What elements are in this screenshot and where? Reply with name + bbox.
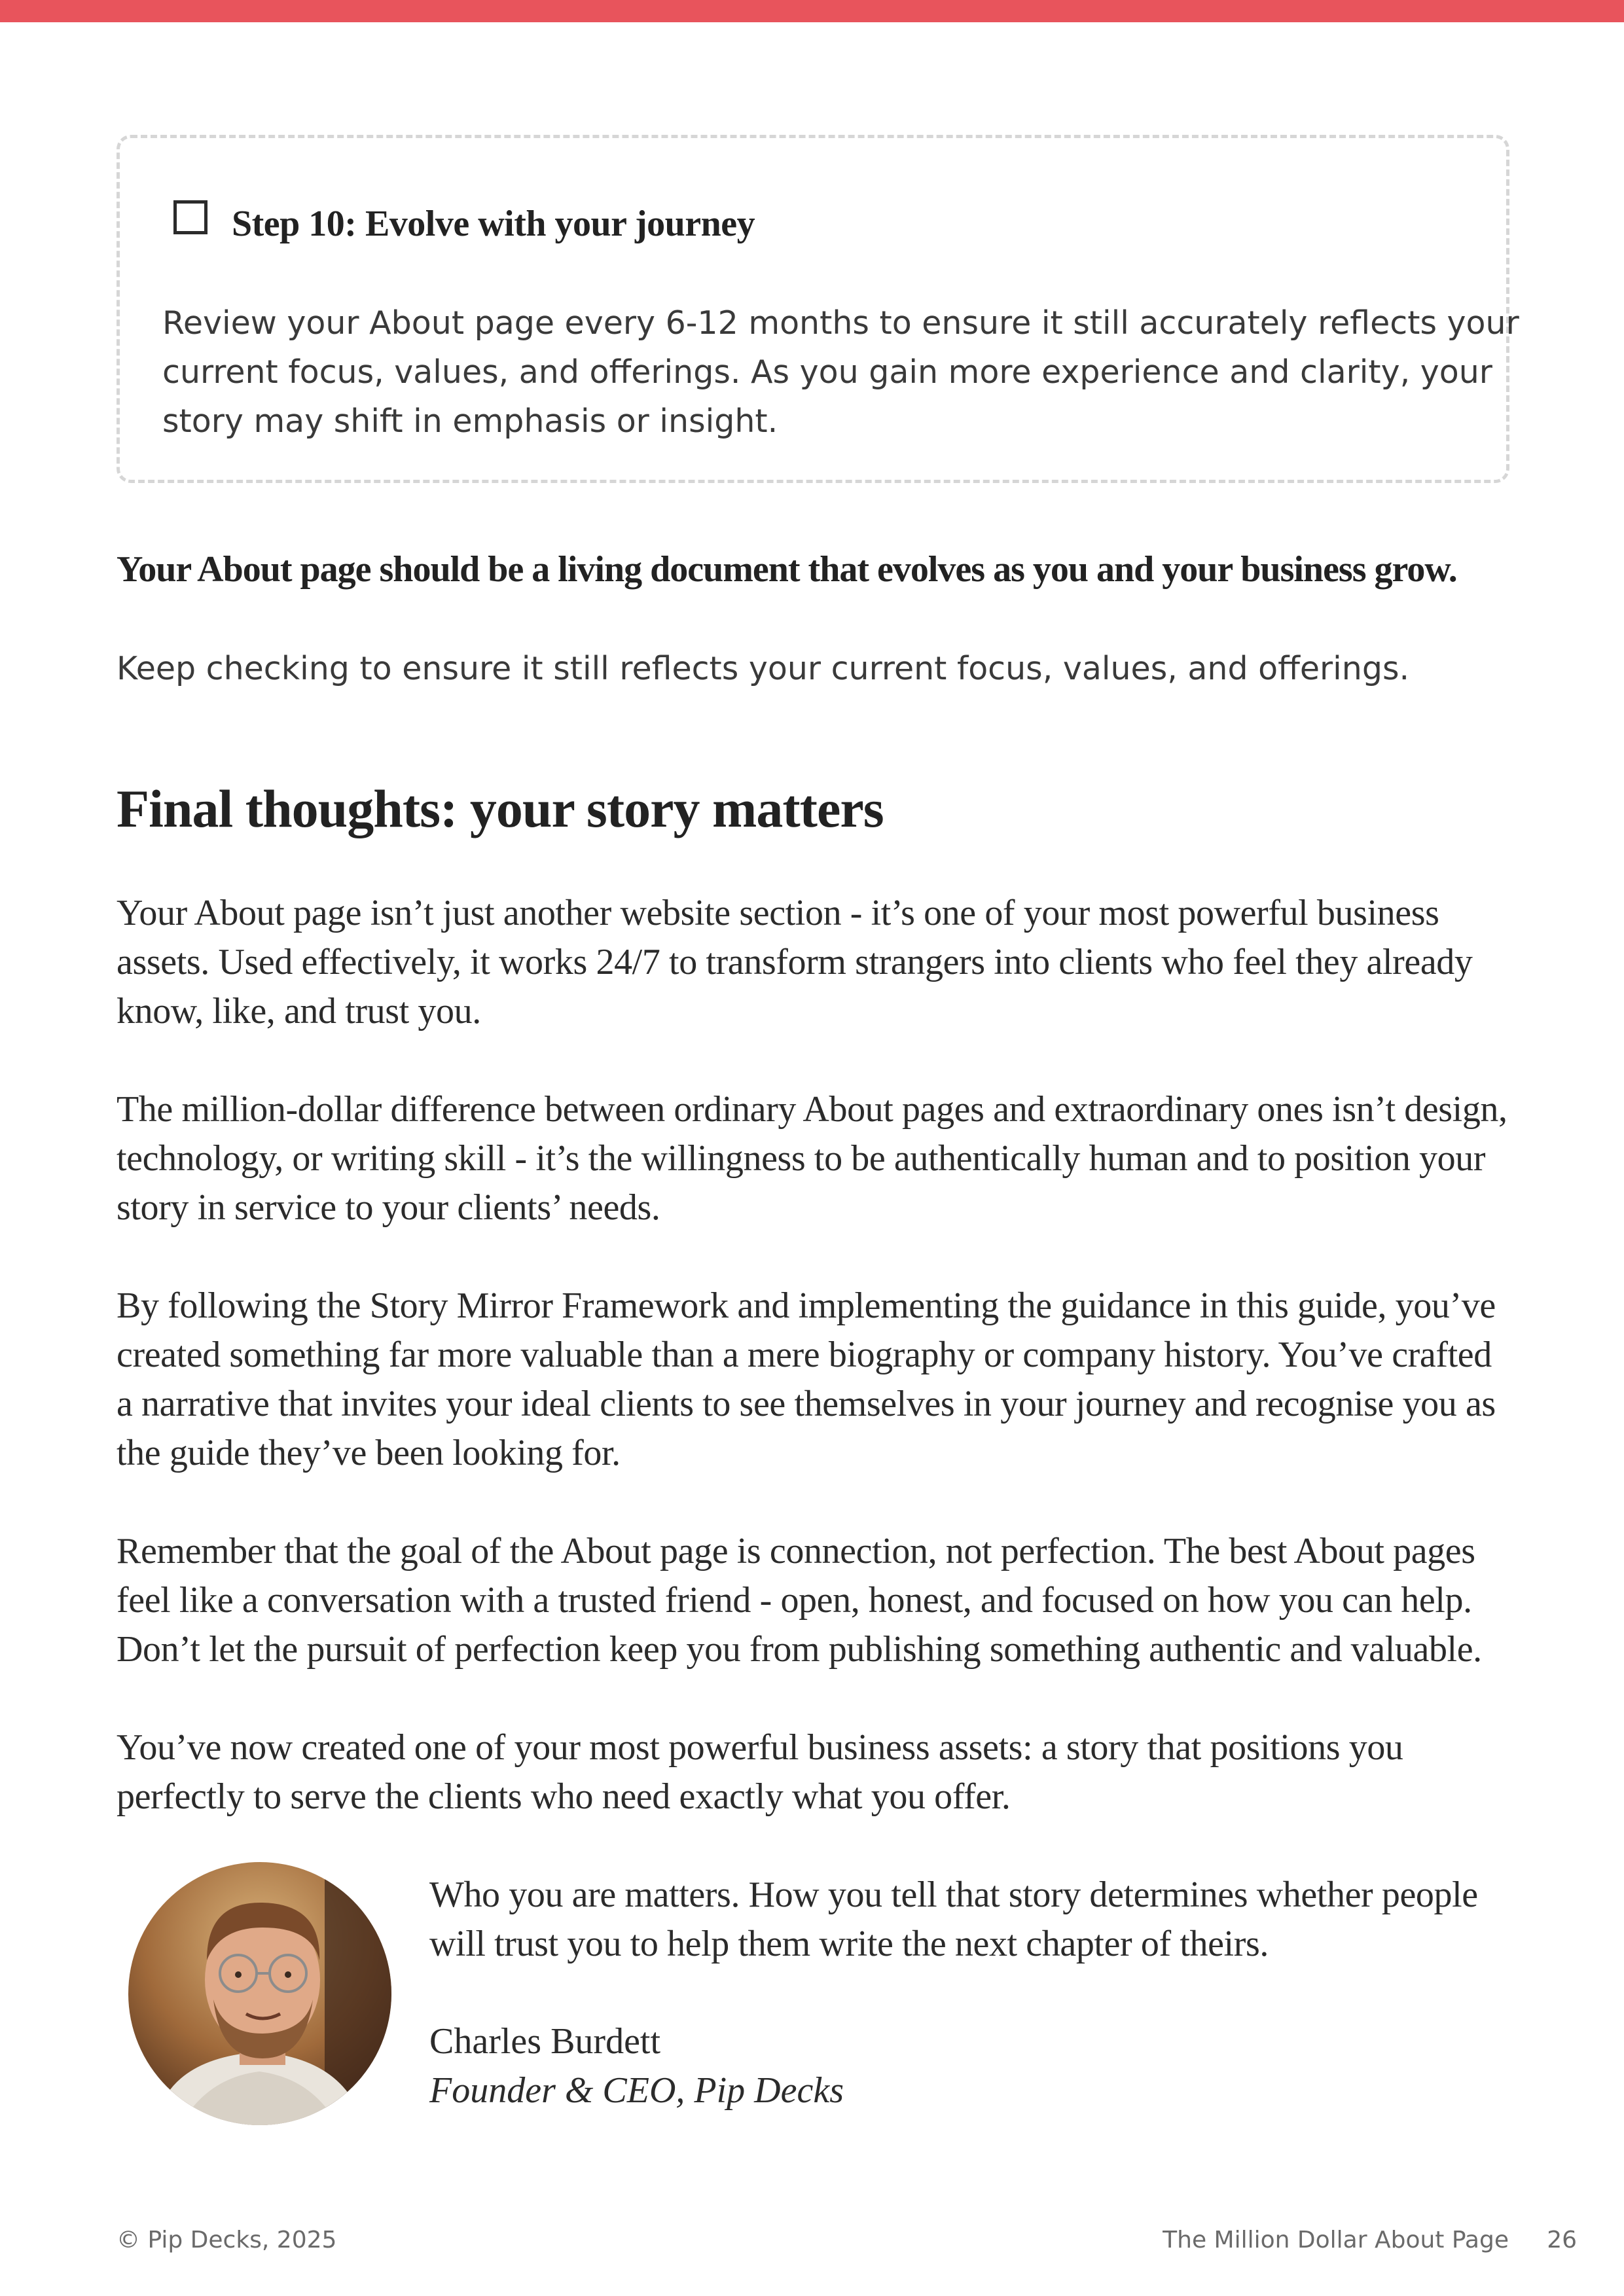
quote-line: Who you are matters. How you tell that story determines whether people	[429, 1874, 1478, 1915]
callout-text: Keep checking to ensure it still reflects your current focus, values, and offerings.	[117, 650, 1410, 687]
step-body-line: current focus, values, and offerings. As you gain more experience and clarity, your	[162, 353, 1492, 391]
quote-line: will trust you to help them write the next chapter of theirs.	[429, 1924, 1269, 1964]
paragraph-line: a narrative that invites your ideal clients to see themselves in your journey and recognise you as	[117, 1384, 1496, 1424]
paragraph-line: You’ve now created one of your most powerful business assets: a story that positions you	[117, 1727, 1403, 1768]
paragraph-line: Remember that the goal of the About page is connection, not perfection. The best About pages	[117, 1531, 1475, 1571]
footer-doc-title: The Million Dollar About Page	[1163, 2227, 1509, 2253]
step-body-line: Review your About page every 6-12 months to ensure it still accurately reflects your	[162, 304, 1519, 342]
paragraph-line: story in service to your clients’ needs.	[117, 1187, 660, 1228]
author-avatar	[128, 1862, 391, 2125]
paragraph	[117, 1282, 1496, 1478]
paragraph	[117, 1085, 1507, 1232]
paragraph-line: created something far more valuable than a mere biography or company history. You’ve crafted	[117, 1335, 1492, 1375]
step-body	[162, 298, 1519, 446]
paragraph-line: By following the Story Mirror Framework and implementing the guidance in this guide, you’ve	[117, 1285, 1496, 1326]
author-quote	[429, 1871, 1478, 1969]
paragraph-line: feel like a conversation with a trusted friend - open, honest, and focused on how you can help.	[117, 1580, 1472, 1621]
step-checkbox[interactable]	[173, 200, 208, 234]
footer-page-number: 26	[1547, 2227, 1577, 2253]
paragraph-line: Your About page isn’t just another website section - it’s one of your most powerful business	[117, 893, 1439, 933]
paragraph-line: technology, or writing skill - it’s the willingness to be authentically human and to position your	[117, 1138, 1486, 1179]
paragraph	[117, 1723, 1403, 1821]
section-heading: Final thoughts: your story matters	[117, 779, 884, 838]
author-title: Founder & CEO, Pip Decks	[429, 2070, 844, 2111]
paragraph-line: assets. Used effectively, it works 24/7 to transform strangers into clients who feel they already	[117, 942, 1473, 982]
paragraph-line: the guide they’ve been looking for.	[117, 1433, 621, 1473]
paragraph-line: The million-dollar difference between ordinary About pages and extraordinary ones isn’t design,	[117, 1089, 1507, 1130]
footer-copyright: © Pip Decks, 2025	[117, 2227, 337, 2253]
step-body-line: story may shift in emphasis or insight.	[162, 403, 778, 440]
author-name: Charles Burdett	[429, 2021, 661, 2062]
paragraph	[117, 889, 1473, 1036]
top-accent-bar	[0, 0, 1624, 22]
paragraph-line: know, like, and trust you.	[117, 991, 481, 1031]
paragraph-line: perfectly to serve the clients who need exactly what you offer.	[117, 1776, 1011, 1817]
callout-bold: Your About page should be a living document that evolves as you and your business grow.	[117, 549, 1457, 590]
author-portrait-icon	[128, 1862, 391, 2125]
paragraph-line: Don’t let the pursuit of perfection keep you from publishing something authentic and valuable.	[117, 1629, 1482, 1670]
paragraph	[117, 1527, 1482, 1674]
step-title: Step 10: Evolve with your journey	[232, 204, 755, 244]
